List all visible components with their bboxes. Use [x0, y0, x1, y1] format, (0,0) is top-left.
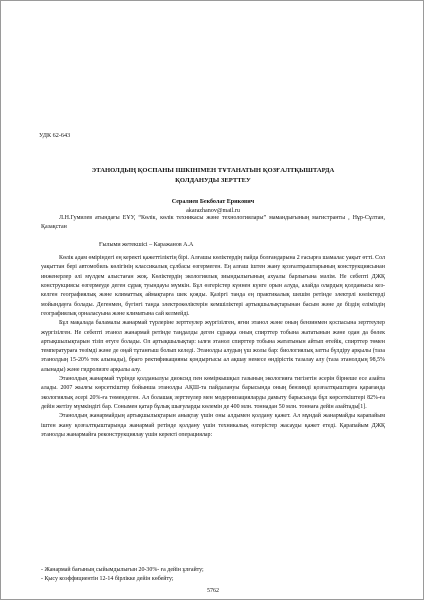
- article-title: [41, 166, 385, 186]
- author-affiliation: Л.Н.Гумилев атындағы ЕҰУ, “Көлік, көлік техникасы және технологиялары” мамандығының магистранты , Нұр-Сұлтан, Қазақстан: [41, 215, 385, 231]
- operations-list: [41, 566, 385, 585]
- udk-code: УДК 62-643: [39, 132, 71, 139]
- page-number: 5762: [207, 588, 219, 594]
- body-paragraph: Этанолдың жанармай түрінде қолданылуы диоксид пен көміркышқыл газының экологияға тигізетін әсерін бірнеше есе азайта алады. 2007 жылғы көрсеткіштер бойынша этанолды АҚШ-та пайдалануы барысында оның бензинді қозғалтқыштарға қарағанда экологиялық әсері 20%-ға төмендеген. Ал болашақ зерттеулер мен модернизацияларды дамыту барысында бұл көрсеткіштері 82%-ға дейін жетізу мүмкіндігі бар. Сонымен қатар бұлық шығуларды көлемін де 400 млн. тоннадан 50 млн. тоннаға дейін азайтады[1].: [41, 376, 385, 410]
- body-paragraph: Көлік адам өміріндегі ең керекті қажеттіліктің бірі. Алғашы көліктердің пайда болғандарына 2 ғасырға шамалас уақыт өтті. Сол уақыттан бері автомобиль көлігінің классикалық сұлбасы өзгермеген. Ең алғаш іштен жану қозғалтқыштарының конструкциясынан инженерлер әлі мүлдем алыстаған жоқ. Көліктердің экологиялық зиындылығының ахуалы барлығына мәлім. Не себепті ДЖҚ конструкциясы өзгермеуде деген сұрақ туындауы мүмкін. Бұл өзгерістер күннен күнге орын алуда, алайда олардың қолданысы кез-келген географиялық және климаттық аймақтарға шек қояды. Қазіргі танда ең практикалық шешім ретінде электрлі көліктерді мойындауға болады. Дегенмен, бүгінгі таңда электрокөліктерін кемшіліктері артықшылықтарынан басым және де біздің еліміздің географиялық орналасуына және климатына сай келмейді.: [41, 255, 385, 317]
- body-paragraph: Бұл мақалада баламалы жанармай түрлеріне зерттеулер жүргізілген, яғни этанол және оның бензинмен қоспасына зерттеулер жүргізілген. Не себепті этанол жанармай ретінде таңдалды деген сұраққа оның спирттер тобына жататынын және одан да бөлек артықшылықтарын тізіп өтуге болады. Ол артықшылықтар: ылғи этанол спирттер тобына жататынын айтып өтейік, спирттер төмен температураға төзімді және де оңай тұтанғыш болып келеді. Этанолды алудың үш жолы бар: биологиялық затты бүлдіру арқылы (таза этанолдың 15-20% тек алынады), браго ректификацияны қондырғысы ал ақшау немесе өндірістік тазалау алу (таза этанолдың 98,5% алынады) және гидролизге арқылы алу.: [41, 320, 385, 373]
- list-item-text: Қысу коэффициентін 12-14 бірлікке дейін көбейту;: [44, 576, 174, 583]
- title-line: ЭТАНОЛДЫҢ ҚОСПАНЫ ІШКІНІМЕН ТҰТАНАТЫН ҚОЗҒАЛТҚЫШТАРДА: [91, 167, 335, 174]
- body-paragraph: Этанолдың жанармайдың артықшылықтарын анықтау үшін оны алдымен қолдану қажет. Ал мұндай жанармайды карапайым іштен жану қозғалтқыштарында жанармай ретінде қолдану үшін техникалық өзгерістер жасауды қажет етеді. Қарапайым ДЖҚ этанолды жанармайға реконструкциялау үшін керекті операциялар:: [41, 413, 385, 438]
- author-name: Сералиев Бекболат Ерикович: [171, 199, 255, 205]
- list-item-text: Жанармай бағының сыйымдылығын 20-30%- ға дейін ұлғайту;: [44, 567, 204, 573]
- author-email: akarazhanov@mail.ru: [186, 208, 240, 215]
- article-body: [41, 254, 385, 440]
- list-item: - Қысу коэффициентін 12-14 бірлікке дейін көбейту;: [41, 576, 174, 583]
- list-item: - Жанармай бағының сыйымдылығын 20-30%- ға дейін ұлғайту;: [41, 567, 204, 573]
- title-line: ҚОЛДАНУДЫ ЗЕРТТЕУ: [175, 177, 251, 184]
- scientific-supervisor: Ғылыми жетекшісі – Каражанов А.А: [99, 242, 194, 248]
